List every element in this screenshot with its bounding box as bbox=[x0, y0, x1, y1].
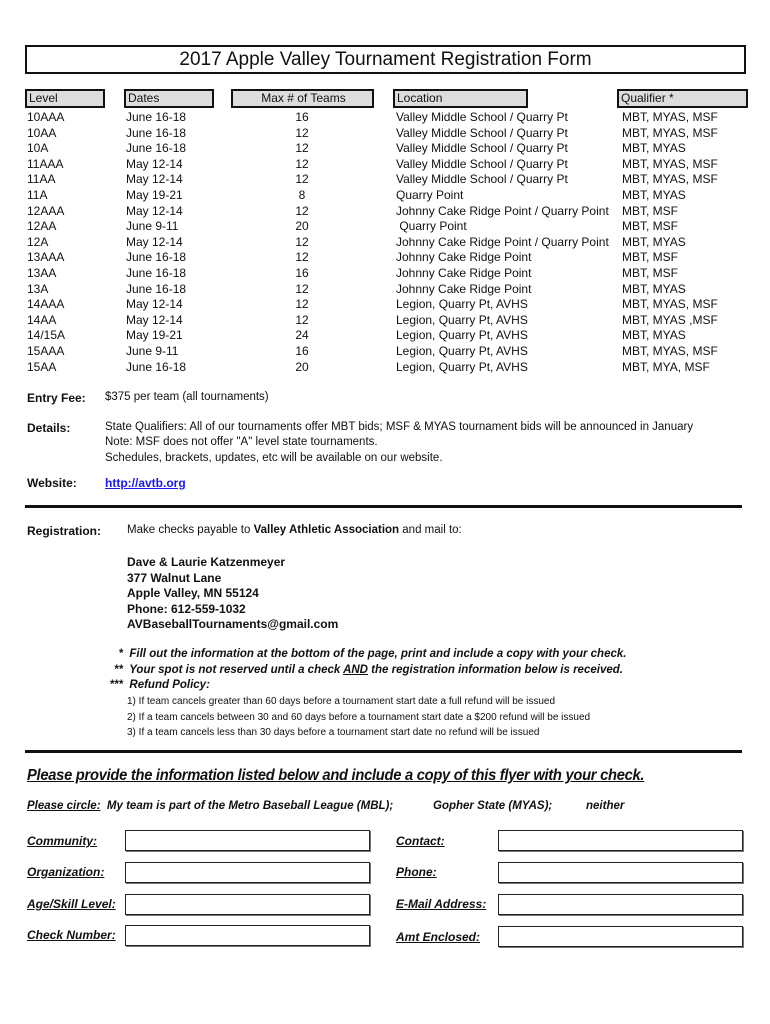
age-skill-field[interactable] bbox=[125, 894, 370, 915]
cell-max-teams: 12 bbox=[295, 172, 309, 187]
address-line: Phone: 612-559-1032 bbox=[127, 601, 246, 616]
cell-location: Quarry Point bbox=[396, 219, 467, 234]
cell-qualifier: MBT, MYAS, MSF bbox=[622, 156, 718, 171]
note-text: Refund Policy: bbox=[129, 679, 210, 691]
cell-location: Johnny Cake Ridge Point bbox=[396, 266, 532, 280]
cell-dates: May 19-21 bbox=[126, 328, 183, 343]
table-row bbox=[0, 266, 770, 281]
community-label: Community: bbox=[27, 834, 97, 848]
cell-level: 12AA bbox=[27, 219, 57, 234]
cell-location: Johnny Cake Ridge Point / Quarry Point bbox=[396, 203, 609, 218]
website-label: Website: bbox=[27, 476, 77, 490]
cell-level: 14AAA bbox=[27, 297, 65, 312]
divider bbox=[25, 750, 742, 753]
registration-label: Registration: bbox=[27, 524, 102, 538]
form-heading: Please provide the information listed below and include a copy of this flyer with your check. bbox=[27, 767, 645, 784]
cell-max-teams: 12 bbox=[295, 203, 309, 218]
circle-label: Please circle: bbox=[27, 800, 101, 812]
refund-item: 2) If a team cancels between 30 and 60 days before a tournament start date a $200 refund will be issued bbox=[127, 711, 591, 723]
cell-level: 11AA bbox=[27, 172, 56, 187]
cell-dates: May 12-14 bbox=[126, 234, 183, 249]
cell-max-teams: 12 bbox=[295, 250, 309, 265]
cell-dates: June 9-11 bbox=[126, 219, 179, 234]
option-mbl[interactable]: My team is part of the Metro Baseball League (MBL); bbox=[106, 800, 394, 812]
cell-dates: May 12-14 bbox=[126, 297, 183, 312]
community-field[interactable] bbox=[125, 830, 370, 851]
table-row bbox=[0, 110, 770, 125]
table-row bbox=[0, 157, 770, 172]
cell-dates: June 16-18 bbox=[126, 110, 187, 124]
registration-instructions bbox=[127, 524, 462, 536]
cell-dates: May 19-21 bbox=[126, 188, 183, 202]
cell-max-teams: 12 bbox=[295, 141, 309, 156]
cell-level: 15AAA bbox=[27, 344, 65, 358]
cell-dates: May 12-14 bbox=[126, 172, 183, 187]
details-label: Details: bbox=[27, 421, 71, 435]
cell-level: 12AAA bbox=[27, 203, 65, 218]
cell-location: Valley Middle School / Quarry Pt bbox=[396, 156, 568, 171]
amt-enclosed-label: Amt Enclosed: bbox=[396, 930, 481, 944]
cell-location: Valley Middle School / Quarry Pt bbox=[396, 110, 568, 124]
note-text: Fill out the information at the bottom of the page, print and include a copy with your check. bbox=[129, 648, 627, 660]
cell-qualifier: MBT, MYAS, MSF bbox=[622, 110, 718, 124]
check-number-field[interactable] bbox=[125, 925, 370, 946]
cell-max-teams: 12 bbox=[295, 281, 309, 296]
table-row bbox=[0, 172, 770, 187]
header-qualifier: Qualifier * bbox=[617, 89, 748, 108]
table-row bbox=[0, 188, 770, 203]
address-line: Dave & Laurie Katzenmeyer bbox=[127, 555, 286, 569]
email-label: E-Mail Address: bbox=[396, 897, 487, 911]
note-text: Your spot is not reserved until a check bbox=[129, 663, 344, 676]
entry-fee-label: Entry Fee: bbox=[27, 391, 86, 405]
cell-qualifier: MBT, MYAS, MSF bbox=[622, 125, 718, 140]
cell-qualifier: MBT, MYAS, MSF bbox=[622, 172, 718, 187]
table-row bbox=[0, 313, 770, 328]
table-row bbox=[0, 344, 770, 359]
cell-location: Quarry Point bbox=[396, 188, 464, 202]
cell-level: 10A bbox=[27, 141, 49, 156]
cell-max-teams: 12 bbox=[295, 234, 309, 249]
option-myas[interactable]: Gopher State (MYAS); bbox=[433, 800, 553, 812]
cell-qualifier: MBT, MSF bbox=[622, 266, 678, 280]
cell-max-teams: 12 bbox=[295, 297, 309, 312]
note-mark: ** bbox=[114, 663, 123, 676]
cell-qualifier: MBT, MYAS bbox=[622, 141, 686, 156]
text: Make checks payable to bbox=[127, 524, 254, 536]
divider bbox=[25, 505, 742, 508]
cell-level: 13AAA bbox=[27, 250, 65, 265]
cell-dates: May 12-14 bbox=[126, 203, 183, 218]
cell-location: Johnny Cake Ridge Point bbox=[396, 281, 532, 296]
cell-max-teams: 16 bbox=[295, 344, 309, 358]
cell-dates: June 9-11 bbox=[126, 344, 179, 358]
cell-dates: June 16-18 bbox=[126, 281, 187, 296]
organization-field[interactable] bbox=[125, 862, 370, 883]
cell-location: Valley Middle School / Quarry Pt bbox=[396, 172, 568, 187]
cell-location: Johnny Cake Ridge Point bbox=[396, 250, 532, 265]
cell-level: 11AAA bbox=[27, 156, 64, 171]
table-row bbox=[0, 204, 770, 219]
header-dates: Dates bbox=[124, 89, 214, 108]
cell-level: 10AA bbox=[27, 125, 57, 140]
payee: Valley Athletic Association bbox=[253, 524, 400, 536]
cell-qualifier: MBT, MYAS ,MSF bbox=[622, 312, 718, 327]
cell-dates: June 16-18 bbox=[126, 250, 187, 265]
notes bbox=[100, 647, 626, 694]
refund-policy bbox=[127, 694, 590, 741]
refund-item: 1) If team cancels greater than 60 days before a tournament start date a full refund will be issued bbox=[127, 696, 556, 707]
cell-level: 15AA bbox=[27, 359, 57, 374]
cell-level: 12A bbox=[27, 234, 49, 249]
contact-field[interactable] bbox=[498, 830, 743, 851]
table-row bbox=[0, 141, 770, 156]
cell-dates: May 12-14 bbox=[126, 312, 183, 327]
cell-max-teams: 12 bbox=[295, 125, 309, 140]
table-row bbox=[0, 297, 770, 312]
table-row bbox=[0, 219, 770, 234]
cell-max-teams: 20 bbox=[295, 219, 309, 234]
cell-qualifier: MBT, MYAS bbox=[622, 188, 686, 202]
header-level: Level bbox=[25, 89, 105, 108]
cell-qualifier: MBT, MYAS, MSF bbox=[622, 344, 718, 358]
entry-fee-value: $375 per team (all tournaments) bbox=[105, 391, 269, 403]
cell-level: 13AA bbox=[27, 266, 57, 280]
cell-location: Legion, Quarry Pt, AVHS bbox=[396, 312, 528, 327]
cell-dates: June 16-18 bbox=[126, 266, 187, 280]
cell-level: 13A bbox=[27, 281, 49, 296]
cell-level: 11A bbox=[27, 188, 48, 202]
address-line: Apple Valley, MN 55124 bbox=[127, 586, 259, 600]
check-number-label: Check Number: bbox=[27, 928, 116, 942]
cell-qualifier: MBT, MSF bbox=[622, 203, 678, 218]
cell-qualifier: MBT, MYAS, MSF bbox=[622, 297, 718, 312]
cell-location: Legion, Quarry Pt, AVHS bbox=[396, 359, 528, 374]
form-title: 2017 Apple Valley Tournament Registration Form bbox=[25, 45, 746, 74]
cell-dates: June 16-18 bbox=[126, 141, 187, 156]
cell-location: Legion, Quarry Pt, AVHS bbox=[396, 344, 528, 358]
cell-max-teams: 20 bbox=[295, 359, 309, 374]
cell-level: 14/15A bbox=[27, 328, 66, 343]
organization-label: Organization: bbox=[27, 865, 105, 879]
address-line: AVBaseballTournaments@gmail.com bbox=[127, 617, 339, 631]
cell-location: Legion, Quarry Pt, AVHS bbox=[396, 328, 528, 343]
cell-max-teams: 12 bbox=[295, 156, 309, 171]
cell-max-teams: 24 bbox=[295, 328, 309, 343]
option-neither[interactable]: neither bbox=[586, 800, 625, 812]
cell-location: Legion, Quarry Pt, AVHS bbox=[396, 297, 528, 312]
phone-field[interactable] bbox=[498, 862, 743, 883]
cell-qualifier: MBT, MYAS bbox=[622, 281, 686, 296]
refund-item: 3) If a team cancels less than 30 days before a tournament start date no refund will be issued bbox=[127, 727, 540, 738]
cell-max-teams: 8 bbox=[298, 188, 306, 202]
address-line: 377 Walnut Lane bbox=[127, 570, 222, 585]
cell-level: 10AAA bbox=[27, 110, 65, 124]
website-link[interactable]: http://avtb.org bbox=[105, 476, 186, 490]
cell-level: 14AA bbox=[27, 312, 57, 327]
table-row bbox=[0, 250, 770, 265]
contact-label: Contact: bbox=[396, 834, 445, 848]
text: and mail to: bbox=[399, 524, 462, 536]
cell-dates: June 16-18 bbox=[126, 359, 187, 374]
mailing-address bbox=[127, 555, 338, 633]
cell-dates: May 12-14 bbox=[126, 156, 183, 171]
note-text: the registration information below is received. bbox=[367, 663, 623, 676]
amt-enclosed-field[interactable] bbox=[498, 926, 743, 947]
cell-max-teams: 12 bbox=[295, 312, 309, 327]
cell-qualifier: MBT, MYAS bbox=[622, 328, 686, 343]
cell-location: Valley Middle School / Quarry Pt bbox=[396, 125, 568, 140]
cell-qualifier: MBT, MYAS bbox=[622, 234, 686, 249]
note-mark: * bbox=[118, 648, 123, 660]
header-max-teams: Max # of Teams bbox=[231, 89, 374, 108]
table-row bbox=[0, 360, 770, 375]
table-row bbox=[0, 328, 770, 343]
cell-location: Johnny Cake Ridge Point / Quarry Point bbox=[396, 234, 609, 249]
details-line: Schedules, brackets, updates, etc will be available on our website. bbox=[105, 452, 443, 464]
cell-max-teams: 16 bbox=[295, 110, 309, 124]
cell-qualifier: MBT, MSF bbox=[622, 250, 678, 265]
league-circle bbox=[27, 800, 393, 812]
table-row bbox=[0, 282, 770, 297]
cell-max-teams: 16 bbox=[295, 266, 309, 280]
cell-location: Valley Middle School / Quarry Pt bbox=[396, 141, 568, 156]
table-row bbox=[0, 126, 770, 141]
phone-label: Phone: bbox=[396, 865, 437, 879]
details-line: Note: MSF does not offer "A" level state tournaments. bbox=[105, 436, 378, 448]
header-location: Location bbox=[393, 89, 528, 108]
table-row bbox=[0, 235, 770, 250]
age-skill-label: Age/Skill Level: bbox=[27, 897, 116, 911]
note-mark: *** bbox=[109, 679, 123, 691]
email-field[interactable] bbox=[498, 894, 743, 915]
note-emphasis: AND bbox=[343, 663, 368, 676]
cell-qualifier: MBT, MYA, MSF bbox=[622, 359, 710, 374]
cell-dates: June 16-18 bbox=[126, 125, 187, 140]
cell-qualifier: MBT, MSF bbox=[622, 219, 678, 234]
details-line: State Qualifiers: All of our tournaments offer MBT bids; MSF & MYAS tournament bids will be announced in January bbox=[105, 421, 694, 433]
